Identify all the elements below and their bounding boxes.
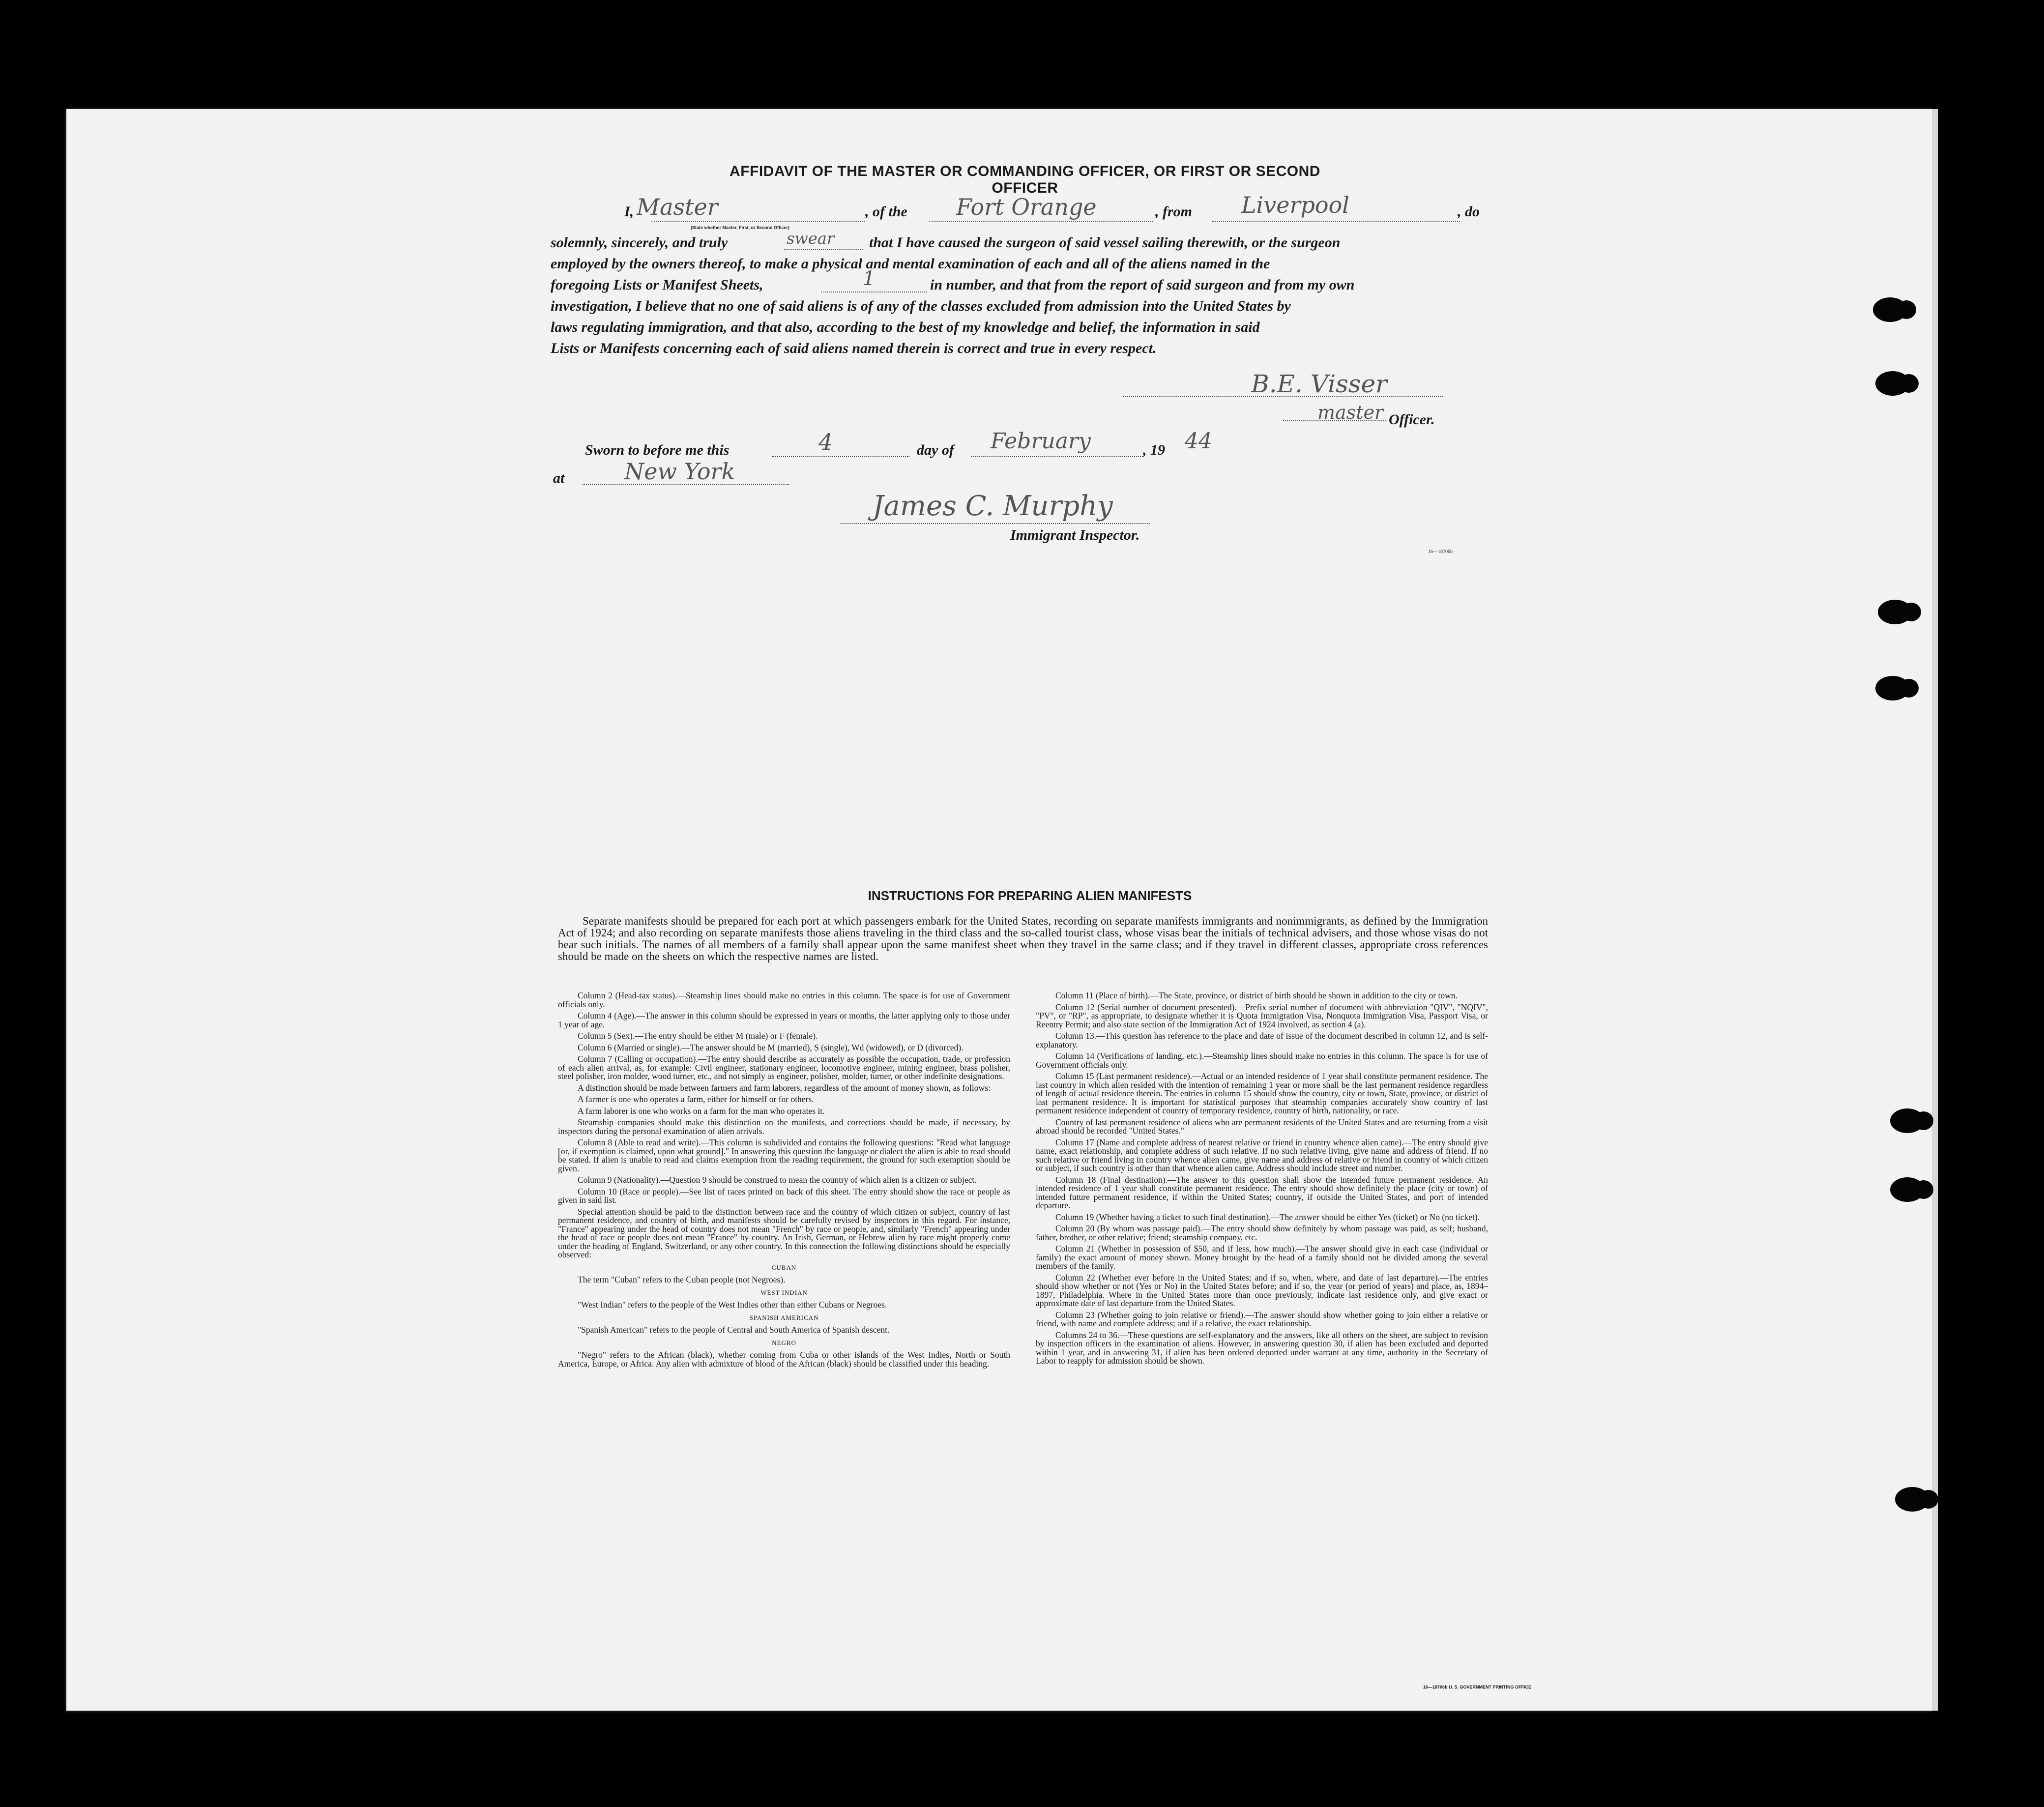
- instr-col17: Column 17 (Name and complete address of nearest relative or friend in country whence alien came).—The entry should give name, exact relationship, and complete address of such relative. If no such relative living, give name and address of friend. If no such relative or friend living in country whence alien came, give name and address of relative or friend in country of which citizen or subject, if such country is other than that whence alien came. Address should include street and number.: [1036, 1137, 1488, 1173]
- swear-line: [784, 249, 863, 250]
- affidavit-line-3: employed by the owners thereof, to make a physical and mental examination of each and all of the aliens named in the: [551, 256, 1270, 272]
- instr-col5: Column 5 (Sex).—The entry should be either M (male) or F (female).: [578, 1031, 818, 1041]
- instructions-left-column: [558, 991, 1010, 1371]
- hw-rank: Master: [637, 194, 718, 220]
- def-west-indian: "West Indian" refers to the people of the West Indies other than either Cubans or Negroes.: [578, 1300, 887, 1310]
- instr-col18: Column 18 (Final destination).—The answer to this question shall show the intended future permanent residence. An intended residence of 1 year shall constitute permanent residence. The entry should show definitely the place (city or town) of intended future permanent residence, if within the United States; country, if outside the United States, and port of intended departure.: [1036, 1174, 1488, 1210]
- at-label: at: [553, 470, 565, 486]
- binder-hole-icon: [1875, 371, 1910, 396]
- sheets-line: [821, 291, 927, 292]
- instr-col7: Column 7 (Calling or occupation).—The entry should describe as accurately as possible the occupation, trade, or profession of each alien arrival, as, for example: Civil engineer, stationary engineer, locomotive engineer, mining engineer, brass polisher, steel polisher, iron molder, wood turner, etc., and not simply as engineer, polisher, molder, turner, or other indefinite designations.: [558, 1054, 1010, 1081]
- hw-day: 4: [818, 429, 833, 455]
- binder-hole-icon: [1878, 600, 1912, 624]
- instr-farm-distinction: A distinction should be made between farmers and farm laborers, regardless of the amount of money shown, as follows:: [578, 1082, 991, 1093]
- head-spanish-american: SPANISH AMERICAN: [749, 1313, 819, 1321]
- instr-col15: Column 15 (Last permanent residence).—Actual or an intended residence of 1 year shall constitute permanent residence. The last country in which alien resided with the intention of remaining 1 year or more shall be the last permanent residence regardless of length of actual residence therein. The entries in column 15 should show the country, city or town, State, province, or district of last permanent residence. It is important for statistical purposes that steamship companies accurately show country of last permanent residence independent of country of temporary residence, country of birth, nationality, or race.: [1036, 1071, 1488, 1115]
- affidavit-line-2: [551, 234, 1553, 251]
- page-edge: [1932, 109, 1938, 1711]
- inspector-line: [841, 523, 1150, 524]
- instr-col21: Column 21 (Whether in possession of $50, and if less, how much).—The answer should give in each case (individual or family) the exact amount of money shown. Money brought by the head of a family should not be divided among the several members of the family.: [1036, 1244, 1488, 1271]
- instr-returning-residents: Country of last permanent residence of aliens who are permanent residents of the United States and are returning from a visit abroad should be recorded "United States.": [1036, 1117, 1488, 1136]
- rank-note: (State whether Master, First, or Second Officer): [691, 225, 790, 230]
- rank-line: [651, 221, 865, 222]
- hw-ship: Fort Orange: [956, 194, 1097, 220]
- day-line: [772, 456, 909, 457]
- instr-col2: Column 2 (Head-tax status).—Steamship lines should make no entries in this column. The space is for use of Government officials only.: [558, 991, 1010, 1009]
- instr-col24-36: Columns 24 to 36.—These questions are self-explanatory and the answers, like all others on the sheet, are subject to revision by inspection officers in the examination of aliens. However, in answering question 30, if alien has been excluded and deported within 1 year, and in answering 31, if alien has been ordered deported under warrant at any time, authority in the Secretary of Labor to reapply for admission should be shown.: [1036, 1330, 1488, 1366]
- def-spanish-american: "Spanish American" refers to the people of Central and South America of Spanish descent.: [578, 1325, 890, 1335]
- instr-col8: Column 8 (Able to read and write).—This column is subdivided and contains the following questions: "Read what language [or, if exemption is claimed, upon what ground]." In answering this question the language or dialect the alien is able to read should be stated. If alien is unable to read and claims exemption from the reading requirement, the ground for such exemption should be given.: [558, 1137, 1010, 1173]
- inspector-label: Immigrant Inspector.: [1010, 527, 1140, 543]
- port-line: [1212, 221, 1460, 222]
- def-cuban: The term "Cuban" refers to the Cuban people (not Negroes).: [578, 1275, 786, 1284]
- do-label: , do: [1458, 204, 1480, 220]
- hw-month: February: [991, 429, 1091, 454]
- hw-place: New York: [624, 458, 735, 485]
- in-number-text: in number, and that from the report of said surgeon and from my own: [930, 277, 1355, 293]
- binder-hole-icon: [1873, 297, 1907, 322]
- ship-line: [929, 221, 1153, 222]
- solemnly-text: solemnly, sincerely, and truly: [551, 234, 728, 251]
- instr-col9: Column 9 (Nationality).—Question 9 should be construed to mean the country of which alien is a citizen or subject.: [578, 1175, 977, 1185]
- instr-col20: Column 20 (By whom was passage paid).—The entry should show definitely by whom passage was paid, as self; husband, father, brother, or other relative; friend; steamship company, etc.: [1036, 1224, 1488, 1242]
- instr-farm-laborer: A farm laborer is one who works on a farm for the man who operates it.: [578, 1106, 825, 1116]
- binder-hole-icon: [1895, 1487, 1929, 1512]
- i-label: I,: [624, 204, 634, 220]
- instr-col14: Column 14 (Verifications of landing, etc.).—Steamship lines should make no entries in this column. The space is for use of Government officials only.: [1036, 1051, 1488, 1070]
- officer-label: Officer.: [1389, 411, 1435, 428]
- hw-rank-2: master: [1317, 402, 1384, 423]
- instructions-intro: Separate manifests should be prepared for each port at which passengers embark for the United States, recording on separate manifests immigrants and nonimmigrants, as defined by the Immigration Act of 1924; and also recording on separate manifests those aliens traveling in the third class and the so-called tourist class, whose visas bear the initials of technical advisers, and those whose visas do not bear such initials. The names of all members of a family shall appear upon the same manifest sheet when they travel in the same class; and if they travel in different classes, appropriate cross references should be made on the sheets on which the respective names are listed.: [558, 915, 1488, 962]
- instr-col12: Column 12 (Serial number of document presented).—Prefix serial number of document with abbreviation "QIV", "NQIV", "PV", or "RP", as appropriate, to designate whether it is Quota Immigration Visa, Nonquota Immigration Visa, Passport Visa, or Reentry Permit; and also state section of the Immigration Act of 1924 involved, as section 4 (a).: [1036, 1002, 1488, 1029]
- hw-signature: B.E. Visser: [1251, 370, 1387, 398]
- instr-col10: Column 10 (Race or people).—See list of races printed on back of this sheet. The entry should show the race or people as given in said list.: [558, 1186, 1010, 1205]
- instructions-title: INSTRUCTIONS FOR PREPARING ALIEN MANIFESTS: [868, 888, 1192, 903]
- instr-col22: Column 22 (Whether ever before in the United States; and if so, when, where, and date of last departure).—The entries should show whether or not (Yes or No) in the United States before; and if so, the year (or period of years) and place, as, 1894–1897, Philadelphia. Where in the United States more than once previously, indicate last residence only, and give exact or approximate date of last departure from the United States.: [1036, 1272, 1488, 1308]
- instr-col6: Column 6 (Married or single).—The answer should be M (married), S (single), Wd (widowed), or D (divorced).: [578, 1042, 964, 1052]
- instr-col4: Column 4 (Age).—The answer in this column should be expressed in years or months, the latter applying only to those under 1 year of age.: [558, 1011, 1010, 1029]
- binder-hole-icon: [1890, 1108, 1925, 1133]
- hw-inspector: James C. Murphy: [873, 490, 1113, 522]
- surgeon-text: that I have caused the surgeon of said vessel sailing therewith, or the surgeon: [869, 234, 1341, 251]
- instr-col19: Column 19 (Whether having a ticket to such final destination).—The answer should be either Yes (ticket) or No (no ticket).: [1055, 1212, 1480, 1222]
- instr-col23: Column 23 (Whether going to join relative or friend).—The answer should show whether going to join either a relative or friend, with name and complete address; and if a relative, the exact relationship.: [1036, 1310, 1488, 1328]
- manifest-sheet: [66, 109, 1932, 1711]
- affidavit-line-5: investigation, I believe that no one of said aliens is of any of the classes excluded from admission into the United States by: [551, 298, 1291, 314]
- foregoing-text: foregoing Lists or Manifest Sheets,: [551, 277, 763, 293]
- affidavit-line-4: [551, 277, 1553, 293]
- def-negro: "Negro" refers to the African (black), whether coming from Cuba or other islands of the West Indies, North or South America, Europe, or Africa. Any alien with admixture of blood of the African (black) should be classified under this heading.: [558, 1350, 1010, 1369]
- head-west-indian: WEST INDIAN: [760, 1288, 808, 1296]
- hw-swear: swear: [787, 229, 835, 248]
- instr-steamship-distinction: Steamship companies should make this distinction on the manifests, and corrections should be made, if necessary, by inspectors during the personal examination of alien arrivals.: [558, 1117, 1010, 1136]
- printing-office-footer: 16—18706b U. S. GOVERNMENT PRINTING OFFICE: [1423, 1685, 1531, 1690]
- hw-port: Liverpool: [1241, 192, 1350, 218]
- hw-sheets: 1: [863, 267, 876, 290]
- hw-year: 44: [1185, 429, 1212, 454]
- instr-farmer: A farmer is one who operates a farm, either for himself or for others.: [578, 1094, 814, 1104]
- instr-col13: Column 13.—This question has reference to the place and date of issue of the document described in column 12, and is self-explanatory.: [1036, 1031, 1488, 1049]
- affidavit-line-6: laws regulating immigration, and that also, according to the best of my knowledge and belief, the information in said: [551, 319, 1260, 335]
- instructions-right-column: [1036, 991, 1488, 1369]
- month-line: [971, 456, 1143, 457]
- binder-hole-icon: [1890, 1177, 1925, 1202]
- day-of-label: day of: [917, 442, 954, 458]
- instr-col11: Column 11 (Place of birth).—The State, province, or district of birth should be shown in addition to the city or town.: [1055, 991, 1458, 1000]
- of-the-label: , of the: [865, 204, 907, 220]
- year-prefix: , 19: [1143, 442, 1165, 458]
- form-number: 16—18706b: [1428, 549, 1453, 554]
- affidavit-title: AFFIDAVIT OF THE MASTER OR COMMANDING OFFICER, OR FIRST OR SECOND OFFICER: [730, 163, 1320, 196]
- head-negro: NEGRO: [772, 1339, 796, 1346]
- binder-hole-icon: [1875, 676, 1910, 700]
- sworn-label: Sworn to before me this: [585, 442, 730, 458]
- affidavit-line-7: Lists or Manifests concerning each of said aliens named therein is correct and true in every respect.: [551, 340, 1157, 356]
- instr-special-attention: Special attention should be paid to the distinction between race and the country of which citizen or subject, country of last permanent residence, and country of birth, and manifests should be carefully revised by inspectors in this regard. For instance, "France" appearing under the head of country does not mean "French" by race or people, and, similarly "French" appearing under the head of race or people does not mean "France" by country. An Irish, German, or Hebrew alien by race might properly come under the heading of England, Switzerland, or any other country. In this connection the following distinctions should be especially observed:: [558, 1206, 1010, 1259]
- head-cuban: CUBAN: [771, 1263, 797, 1271]
- from-label: , from: [1155, 204, 1192, 220]
